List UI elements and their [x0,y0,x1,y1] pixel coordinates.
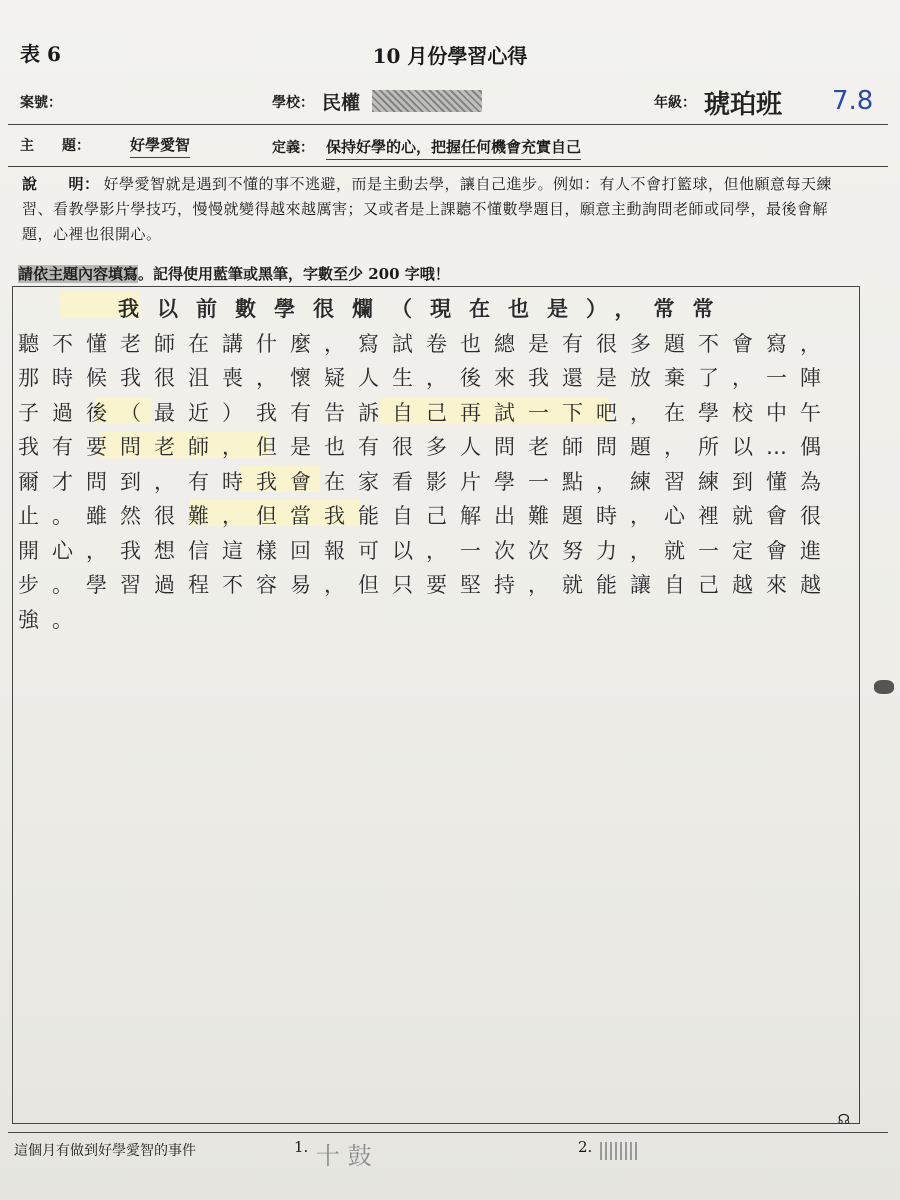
essay-body: 聽不懂老師在講什麼，寫試卷也總是有很多題不會寫，那時候我很沮喪，懷疑人生，後來我還是放棄了，一陣子過後（最近）我有告訴自己再試一下吧，在學校中午我有要問老師，但是也有很多人問老師問題，所以…偶爾才問到，有時我會在家看影片學一點，練習練到懂為止。雖然很難，但當我能自己解出難題時，心裡就會很開心，我想信這樣回報可以，一次次努力，就一定會進步。學習過程不容易，但只要堅持，就能讓自己越來越強。 [18,331,834,632]
definition-value: 保持好學的心，把握任何機會充實自己 [326,136,581,160]
grade-extra: 7.8 [832,86,874,116]
grade-label: 年級： [654,95,696,111]
footer-item1-value: 十 鼓 [316,1142,372,1170]
divider-line [8,124,888,125]
description-block [22,172,842,247]
description-text: 好學愛智就是遇到不懂的事不逃避，而是主動去學，讓自己進步。例如：有人不會打籃球，但他願意每天練習、看教學影片學技巧，慢慢就變得越來越厲害；又或者是上課聽不懂數學題目，願意主動詢問老師或同學，最後會解題，心裡也很開心。 [22,175,833,243]
ink-smudge [874,680,894,694]
footer-item2-number: 2. [578,1138,593,1156]
footer-item1-number: 1. [294,1138,309,1156]
definition-label: 定義： [272,140,314,156]
divider-line [8,1132,888,1133]
school-label: 學校： [272,95,314,111]
footer-label: 這個月有做到好學愛智的事件 [14,1143,196,1159]
table-number: 表 6 [20,42,61,66]
subject-label: 主 題： [20,138,90,154]
subject-value: 好學愛智 [130,134,190,158]
instruction-highlight: 請依主題內容填寫 [18,265,139,283]
divider-line [8,166,888,167]
school-value: 民權 [322,92,361,114]
essay-text [18,292,838,637]
corner-mark: ☊ [837,1112,850,1128]
scribble-mark [600,1142,640,1160]
scribble-mark [372,90,482,112]
essay-first-line: 我以前數學很爛（現在也是），常常 [118,297,732,321]
case-label: 案號： [20,95,62,111]
description-label: 說 明： [22,175,100,193]
instruction-text: 。記得使用藍筆或黑筆，字數至少 200 字哦！ [138,265,450,283]
page-title: 10 月份學習心得 [372,44,528,68]
instruction [18,263,450,284]
grade-value: 琥珀班 [704,90,783,120]
